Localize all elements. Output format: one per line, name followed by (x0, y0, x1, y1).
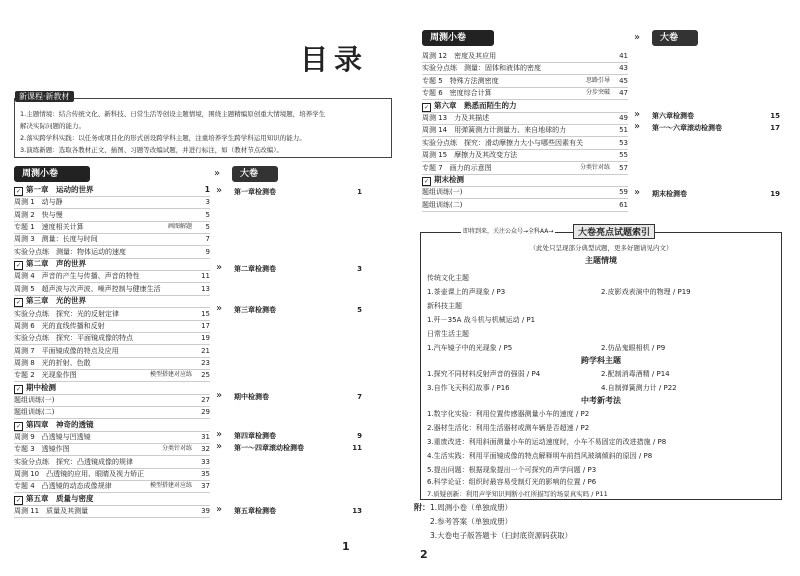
toc-row (422, 137, 628, 149)
toc-row (14, 480, 210, 492)
toc-label: 实验分点练 探究：平面镜成像的特点 (14, 334, 133, 343)
exam-row (652, 122, 780, 134)
toc-row (14, 221, 210, 233)
index-box (420, 228, 782, 500)
toc-row (422, 87, 628, 99)
toc-label: 专题 5 特殊方法测密度 (422, 76, 499, 85)
chapter-row (14, 295, 210, 307)
toc-page: 33 (201, 457, 210, 466)
toc-tag: 分类针对练 (579, 163, 610, 171)
toc-page: 45 (619, 76, 628, 85)
exam-label: 第三章检测卷 (234, 306, 276, 314)
checkbox-icon: ✓ (15, 422, 22, 430)
toc-label: 周测 8 光的折射、色散 (14, 358, 91, 367)
section-title: 中考新考法 (581, 396, 621, 405)
index-item: 2.配制消毒酒精 / P14 (601, 370, 670, 378)
toc-row (14, 443, 210, 455)
toc-page: 41 (619, 52, 628, 60)
toc-row (422, 149, 628, 161)
checkbox-icon: ✓ (15, 496, 22, 504)
toc-label: 题组训练(一) (14, 395, 55, 404)
exam-label: 第五章检测卷 (234, 507, 276, 515)
exam-page: 9 (357, 432, 362, 440)
index-item: 2.仿品鬼眼相机 / P9 (601, 344, 666, 352)
toc-row (14, 505, 210, 517)
group-title: 新科技主题 (427, 302, 462, 310)
toc-row (422, 124, 628, 136)
toc-row (14, 270, 210, 282)
toc-label: 第四章 神奇的透镜 (26, 419, 94, 429)
toc-label: 周测 6 光的直线传播和反射 (14, 321, 105, 330)
exam-label: 第四章检测卷 (234, 432, 276, 440)
toc-page: 3 (205, 198, 210, 207)
toc-label: 周测 9 凸透镜与凹透镜 (14, 433, 91, 441)
toc-label: 题组训练(一) (422, 188, 463, 197)
chapter-row (14, 382, 210, 394)
index-item: 1.歼－35A 战斗机与机械运动 / P1 (427, 316, 536, 324)
toc-page: 25 (201, 371, 210, 380)
exam-label: 第一～四章滚动检测卷 (234, 444, 304, 452)
arrow-icon: » (634, 187, 641, 198)
page-number: 2 (420, 548, 428, 561)
arrow-icon: » (216, 262, 223, 273)
exam-label: 第一章检测卷 (234, 188, 276, 196)
exam-label: 期中检测卷 (234, 393, 269, 401)
toc-label: 周测 13 力及其描述 (422, 114, 490, 122)
index-item: 4.生活实践：利用平面镜成像的特点解释明车前挡风玻璃倾斜的原因 / P8 (427, 452, 653, 460)
exam-page: 1 (357, 188, 362, 196)
toc-label: 实验分点练 测量：物体运动的速度 (14, 247, 126, 256)
arrow-icon: » (634, 32, 641, 43)
arrow-icon: » (634, 109, 641, 120)
toc-label: 第六章 熟悉而陌生的力 (434, 100, 517, 110)
index-item: 2.皮影戏表演中的物理 / P19 (601, 288, 691, 296)
toc-label: 第二章 声的世界 (26, 259, 86, 269)
index-item: 1.探究不同材料反射声音的强弱 / P4 (427, 370, 541, 378)
toc-row (422, 112, 628, 124)
toc-tag: 模型搭建对应练 (149, 482, 192, 490)
toc-label: 期中检测 (26, 382, 56, 392)
row-divider (14, 517, 210, 518)
toc-page: 47 (619, 89, 628, 98)
toc-row (14, 283, 210, 295)
toc-label: 专题 7 画力的示意图 (422, 163, 492, 172)
index-top-note: 即将到来，关注公众号→全科AA→ (463, 228, 554, 235)
toc-label: 周测 3 测量：长度与时间 (14, 235, 98, 244)
toc-label: 周测 1 动与静 (14, 198, 63, 207)
exam-row (652, 188, 780, 200)
chapter-row (14, 258, 210, 270)
arrow-icon: » (216, 504, 223, 515)
exam-row (234, 304, 362, 316)
toc-label: 题组训练(二) (422, 200, 463, 209)
toc-page: 61 (619, 200, 628, 209)
exam-label: 第一～六章滚动检测卷 (652, 124, 722, 132)
checkbox-icon: ✓ (423, 178, 430, 185)
index-item: 7.质疑创新：利用声学知识判断小红所描写的场景真实吗 / P11 (427, 490, 608, 498)
index-item: 3.重废改进：利用斜面测量小车的运动速度时，小车不易固定的改进措施 / P8 (427, 438, 667, 446)
toc-row (14, 468, 210, 480)
toc-row (14, 431, 210, 443)
exam-label: 期末检测卷 (652, 190, 687, 198)
chapter-row (14, 184, 210, 196)
index-item: 5.提出问题：根据现象提出一个可探究的声学问题 / P3 (427, 466, 597, 474)
toc-label: 周测 5 超声波与次声波、噪声控制与健康生活 (14, 284, 161, 293)
toc-row (422, 199, 628, 211)
toc-row (14, 246, 210, 258)
toc-page: 9 (205, 247, 210, 256)
toc-row (14, 406, 210, 418)
intro-line: 2.落实跨学科实践：以任务或项目化的形式创设跨学科主题，注重培养学生跨学科运用知识的能力。 (20, 134, 306, 142)
exam-row (234, 263, 362, 275)
index-item: 2.器材生活化：利用生活器材或测车辆是否超速 / P2 (427, 424, 590, 432)
checkbox-icon: ✓ (15, 385, 22, 393)
toc-row (14, 308, 210, 320)
toc-label: 专题 2 光现象作图 (14, 371, 77, 380)
toc-page: 32 (201, 445, 210, 454)
checkbox-icon: ✓ (423, 103, 430, 111)
arrow-icon: » (216, 303, 223, 314)
exam-page: 7 (357, 393, 362, 401)
big-header: 大卷 (652, 30, 698, 46)
chapter-row (14, 419, 210, 431)
toc-row (422, 162, 628, 174)
toc-tag: 分步突破 (585, 89, 610, 97)
toc-label: 周测 11 质量及其测量 (14, 507, 89, 516)
arrow-icon: » (216, 390, 223, 401)
toc-page: 39 (201, 507, 210, 516)
arrow-icon: » (216, 441, 223, 452)
arrow-icon: » (634, 121, 641, 132)
intro-tag: 新课程·新教材 (15, 91, 74, 102)
toc-label: 周测 10 凸透镜的应用、眼睛及视力矫正 (14, 470, 145, 479)
toc-row (14, 456, 210, 468)
index-item: 1.茶壶课上的声现象 / P3 (427, 288, 506, 296)
toc-tag: 画图解题 (167, 223, 192, 231)
intro-line: 解决实际问题的能力。 (20, 122, 85, 130)
toc-page: 49 (619, 114, 628, 122)
toc-page: 27 (201, 395, 210, 404)
toc-page: 19 (201, 334, 210, 343)
toc-row (14, 357, 210, 369)
toc-row (422, 186, 628, 198)
toc-page: 51 (619, 126, 628, 135)
toc-label: 周测 12 密度及其应用 (422, 52, 497, 60)
page-title: 目录 (300, 43, 369, 76)
exam-row (652, 110, 780, 122)
checkbox-icon: ✓ (15, 299, 22, 307)
arrow-icon: » (214, 168, 221, 179)
index-item: 3.自作飞天科幻故事 / P16 (427, 384, 510, 392)
toc-page: 57 (619, 163, 628, 172)
index-item: 1.汽车镜子中的光现象 / P5 (427, 344, 513, 352)
exam-label: 第二章检测卷 (234, 265, 276, 273)
toc-tag: 模型搭建对应练 (149, 371, 192, 379)
page-number: 1 (342, 540, 350, 553)
toc-tag: 分类针对练 (161, 445, 192, 453)
page-two (400, 0, 800, 576)
index-item: 1.数字化实验：利用位置传感器测量小车的速度 / P2 (427, 410, 590, 418)
intro-line: 1.主题情境：结合传统文化、新科技、日常生活等创设主题情境，围绕主题精编原创重大情境题，培养学生 (20, 110, 326, 118)
toc-row (14, 209, 210, 221)
toc-page: 13 (201, 284, 210, 293)
toc-page: 21 (201, 346, 210, 355)
arrow-icon: » (216, 429, 223, 440)
toc-page: 37 (201, 482, 210, 491)
checkbox-icon: ✓ (15, 188, 22, 195)
exam-page: 3 (357, 265, 362, 273)
weekly-header: 周测小卷 (14, 166, 90, 182)
row-divider (422, 211, 628, 212)
exam-page: 19 (770, 190, 780, 198)
toc-row (14, 369, 210, 381)
toc-page: 31 (201, 433, 210, 441)
toc-row (14, 394, 210, 406)
checkbox-icon: ✓ (15, 262, 22, 270)
toc-label: 周测 15 摩擦力及其改变方法 (422, 151, 518, 160)
chapter-row (14, 493, 210, 505)
big-header: 大卷 (232, 166, 278, 182)
toc-page: 1 (204, 185, 210, 194)
toc-page: 5 (205, 210, 210, 219)
toc-page: 43 (619, 64, 628, 73)
toc-row (14, 320, 210, 332)
appendix-label: 附： (414, 503, 430, 512)
toc-page: 35 (201, 470, 210, 479)
toc-row (14, 345, 210, 357)
toc-page: 53 (619, 138, 628, 147)
toc-row (14, 332, 210, 344)
toc-label: 实验分点练 测量：固体和液体的密度 (422, 64, 541, 73)
exam-page: 15 (770, 112, 780, 120)
index-sub-note: （此处只呈现部分典型试题，更多好题请见内文） (529, 244, 673, 252)
exam-label: 第六章检测卷 (652, 112, 694, 120)
toc-label: 专题 1 速度相关计算 (14, 223, 84, 232)
chapter-row (422, 174, 628, 186)
arrow-icon: » (216, 185, 223, 196)
toc-label: 周测 2 快与慢 (14, 210, 63, 219)
toc-label: 实验分点练 探究：光的反射定律 (14, 309, 119, 318)
toc-page: 11 (201, 272, 210, 281)
appendix-item: 1.周测小卷（单独成册） (430, 503, 513, 512)
toc-label: 专题 6 密度综合计算 (422, 89, 492, 98)
toc-row (422, 50, 628, 62)
appendix-item: 2.参考答案（单独成册） (430, 517, 513, 526)
toc-label: 题组训练(二) (14, 408, 55, 417)
chapter-row (422, 100, 628, 112)
exam-row (234, 430, 362, 442)
toc-label: 第五章 质量与密度 (26, 493, 94, 503)
toc-row (14, 233, 210, 245)
index-item: 4.自制弹簧测力计 / P22 (601, 384, 677, 392)
toc-row (14, 196, 210, 208)
toc-label: 专题 4 凸透镜的动态成像规律 (14, 482, 112, 491)
exam-row (234, 442, 362, 454)
toc-page: 15 (201, 309, 210, 318)
toc-tag: 思路引导 (585, 76, 610, 84)
exam-page: 5 (357, 306, 362, 314)
toc-page: 55 (619, 151, 628, 160)
toc-page: 23 (201, 358, 210, 367)
toc-page: 5 (205, 223, 210, 232)
intro-box (14, 92, 392, 158)
toc-page: 29 (201, 408, 210, 417)
index-item: 6.科学论证：组织时最容易受制灯光的影响的位置 / P6 (427, 478, 597, 486)
group-title: 传统文化主题 (427, 274, 469, 282)
intro-line: 3.演练新题：选取各教材正文、插图、习题等改编试题，并进行标注，如（教材节点改编）。 (20, 146, 283, 154)
exam-page: 13 (352, 507, 362, 515)
toc-label: 第三章 光的世界 (26, 296, 86, 306)
section-title: 跨学科主题 (581, 356, 621, 365)
appendix-item: 3.大卷电子版答题卡（扫封底资源码获取） (430, 531, 573, 540)
index-title: 大卷亮点试题索引 (573, 224, 655, 239)
exam-row (234, 505, 362, 517)
toc-label: 期末检测 (434, 175, 464, 184)
toc-label: 实验分点练 探究：凸透镜成像的规律 (14, 457, 133, 466)
section-title: 主题情境 (585, 256, 617, 265)
toc-page: 17 (201, 321, 210, 330)
group-title: 日常生活主题 (427, 330, 469, 338)
toc-label: 周测 7 平面镜成像的特点及应用 (14, 346, 119, 355)
toc-row (422, 62, 628, 74)
toc-page: 7 (205, 235, 210, 244)
toc-label: 周测 4 声音的产生与传播、声音的特性 (14, 272, 140, 281)
toc-label: 实验分点练 探究：滑动摩擦力大小与哪些因素有关 (422, 138, 583, 147)
exam-page: 11 (352, 444, 362, 452)
weekly-header: 周测小卷 (422, 30, 494, 46)
exam-page: 17 (770, 124, 780, 132)
toc-label: 周测 14 用弹簧测力计测量力、来自地球的力 (422, 126, 567, 135)
toc-label: 专题 3 透镜作图 (14, 445, 70, 454)
toc-row (422, 75, 628, 87)
toc-label: 第一章 运动的世界 (26, 185, 94, 194)
toc-page: 59 (619, 188, 628, 197)
exam-row (234, 186, 362, 198)
exam-row (234, 391, 362, 403)
